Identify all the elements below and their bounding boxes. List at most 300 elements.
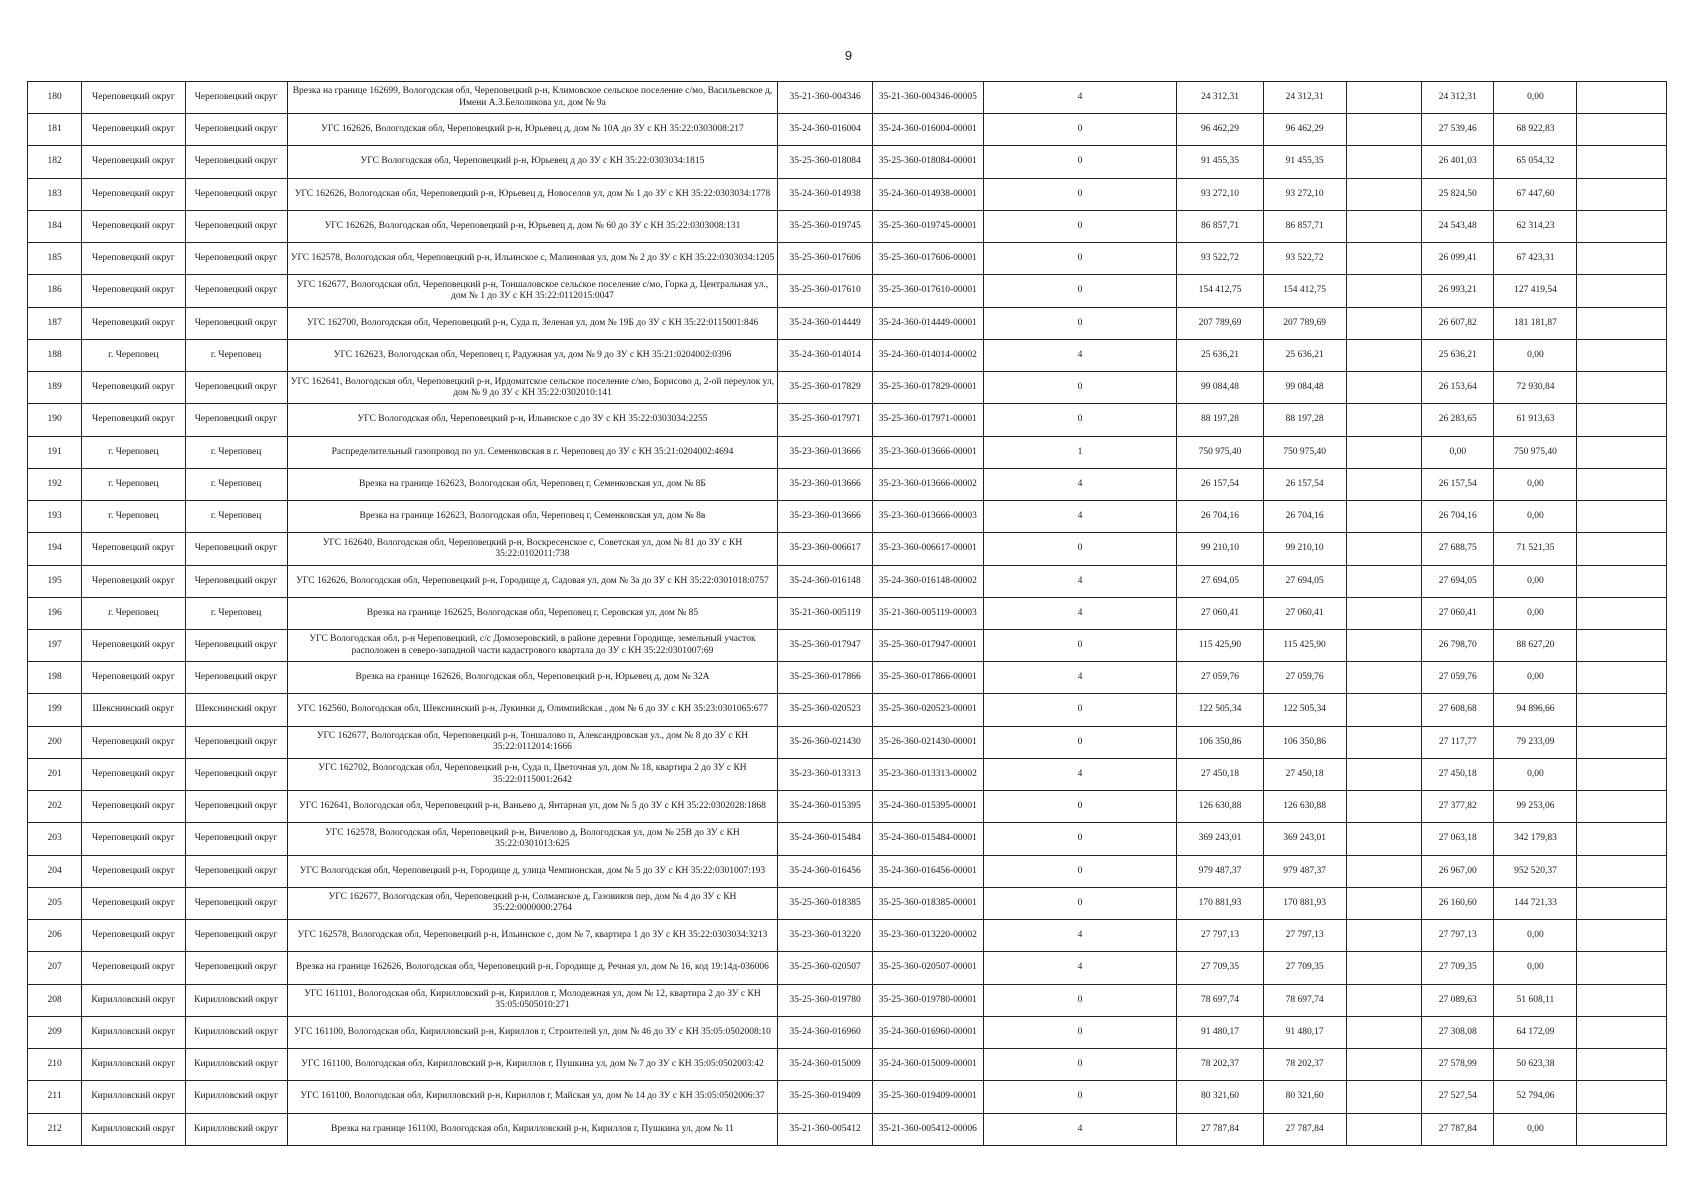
cell-application-number: 35-24-360-015009 [778, 1049, 873, 1081]
cell-district: Шекснинский округ [82, 694, 185, 726]
cell-object-description: УГС 162626, Вологодская обл, Череповецкий р-н, Юрьевец д, Новоселов ул, дом № 1 до ЗУ с КН 35:22:0303034:1778 [287, 178, 778, 210]
cell-category: 0 [983, 275, 1177, 307]
cell-cost-with-vat: 27 797,13 [1263, 920, 1346, 952]
cell-district: г. Череповец [82, 597, 185, 629]
cell-application-number: 35-24-360-014449 [778, 307, 873, 339]
cell-district: Кирилловский округ [82, 1081, 185, 1113]
cell-remaining-amount: 68 922,83 [1494, 114, 1577, 146]
cell-cost-with-vat: 78 697,74 [1263, 984, 1346, 1016]
cell-note [1577, 436, 1667, 468]
cell-object-description: УГС 162623, Вологодская обл, Череповец г, Радужная ул, дом № 9 до ЗУ с КН 35:21:0204002:0396 [287, 339, 778, 371]
cell-category: 0 [983, 694, 1177, 726]
cell-application-number: 35-24-360-016004 [778, 114, 873, 146]
cell-category: 4 [983, 952, 1177, 984]
cell-note [1577, 855, 1667, 887]
cell-cost-with-vat: 27 787,84 [1263, 1113, 1346, 1145]
cell-remaining-amount: 0,00 [1494, 565, 1577, 597]
table-row [28, 82, 1667, 114]
cell-district: Череповецкий округ [82, 146, 185, 178]
cell-object-description: Врезка на границе 162623, Вологодская обл, Череповец г, Семенковская ул, дом № 8в [287, 501, 778, 533]
cell-district: Череповецкий округ [82, 372, 185, 404]
cell-remaining-amount: 750 975,40 [1494, 436, 1577, 468]
cell-extra-column [1346, 339, 1422, 371]
cell-row-number: 206 [28, 920, 82, 952]
cell-extra-column [1346, 372, 1422, 404]
cell-cost-with-vat: 126 630,88 [1263, 791, 1346, 823]
cell-remaining-amount: 79 233,09 [1494, 726, 1577, 758]
cell-contract-number: 35-25-360-017971-00001 [873, 404, 984, 436]
cell-note [1577, 1049, 1667, 1081]
cell-cost-with-vat: 99 084,48 [1263, 372, 1346, 404]
cell-note [1577, 307, 1667, 339]
cell-paid-amount: 26 283,65 [1422, 404, 1494, 436]
cell-extra-column [1346, 952, 1422, 984]
cell-extra-column [1346, 791, 1422, 823]
cell-total-cost: 91 455,35 [1177, 146, 1263, 178]
cell-municipality: Череповецкий округ [185, 146, 287, 178]
cell-row-number: 200 [28, 726, 82, 758]
table-row [28, 791, 1667, 823]
cell-municipality: г. Череповец [185, 436, 287, 468]
table-row [28, 726, 1667, 758]
cell-paid-amount: 27 797,13 [1422, 920, 1494, 952]
table-row [28, 1081, 1667, 1113]
cell-paid-amount: 27 694,05 [1422, 565, 1494, 597]
cell-contract-number: 35-21-360-005119-00003 [873, 597, 984, 629]
cell-note [1577, 275, 1667, 307]
cell-extra-column [1346, 920, 1422, 952]
cell-note [1577, 952, 1667, 984]
cell-category: 4 [983, 501, 1177, 533]
cell-remaining-amount: 0,00 [1494, 501, 1577, 533]
cell-total-cost: 93 522,72 [1177, 243, 1263, 275]
cell-extra-column [1346, 1113, 1422, 1145]
cell-total-cost: 99 084,48 [1177, 372, 1263, 404]
cell-category: 4 [983, 662, 1177, 694]
cell-municipality: Череповецкий округ [185, 178, 287, 210]
cell-row-number: 184 [28, 210, 82, 242]
cell-row-number: 196 [28, 597, 82, 629]
cell-category: 4 [983, 920, 1177, 952]
cell-paid-amount: 25 824,50 [1422, 178, 1494, 210]
cell-remaining-amount: 61 913,63 [1494, 404, 1577, 436]
table-row [28, 468, 1667, 500]
cell-category: 0 [983, 178, 1177, 210]
cell-note [1577, 178, 1667, 210]
cell-contract-number: 35-24-360-014449-00001 [873, 307, 984, 339]
cell-municipality: Кирилловский округ [185, 984, 287, 1016]
cell-object-description: УГС 162626, Вологодская обл, Череповецкий р-н, Юрьевец д, дом № 60 до ЗУ с КН 35:22:0303008:131 [287, 210, 778, 242]
cell-cost-with-vat: 91 480,17 [1263, 1016, 1346, 1048]
cell-application-number: 35-25-360-017606 [778, 243, 873, 275]
cell-application-number: 35-25-360-017947 [778, 629, 873, 661]
table-row [28, 178, 1667, 210]
cell-remaining-amount: 952 520,37 [1494, 855, 1577, 887]
cell-category: 0 [983, 1016, 1177, 1048]
cell-category: 0 [983, 1081, 1177, 1113]
cell-paid-amount: 27 059,76 [1422, 662, 1494, 694]
cell-paid-amount: 26 153,64 [1422, 372, 1494, 404]
cell-district: г. Череповец [82, 468, 185, 500]
cell-remaining-amount: 0,00 [1494, 758, 1577, 790]
cell-district: Череповецкий округ [82, 629, 185, 661]
cell-municipality: Череповецкий округ [185, 952, 287, 984]
cell-total-cost: 27 694,05 [1177, 565, 1263, 597]
cell-contract-number: 35-25-360-017866-00001 [873, 662, 984, 694]
cell-paid-amount: 27 688,75 [1422, 533, 1494, 565]
cell-paid-amount: 26 798,70 [1422, 629, 1494, 661]
cell-cost-with-vat: 26 157,54 [1263, 468, 1346, 500]
cell-category: 0 [983, 243, 1177, 275]
cell-category: 0 [983, 533, 1177, 565]
cell-application-number: 35-25-360-020523 [778, 694, 873, 726]
cell-district: Череповецкий округ [82, 178, 185, 210]
table-row [28, 597, 1667, 629]
cell-contract-number: 35-25-360-019780-00001 [873, 984, 984, 1016]
cell-cost-with-vat: 88 197,28 [1263, 404, 1346, 436]
table-row [28, 662, 1667, 694]
cell-row-number: 186 [28, 275, 82, 307]
cell-total-cost: 93 272,10 [1177, 178, 1263, 210]
cell-extra-column [1346, 243, 1422, 275]
cell-note [1577, 1081, 1667, 1113]
cell-category: 0 [983, 726, 1177, 758]
cell-municipality: г. Череповец [185, 501, 287, 533]
cell-object-description: УГС 162677, Вологодская обл, Череповецкий р-н, Тоншалово п, Александровская ул., дом № 8 до ЗУ с КН 35:22:0112014:1666 [287, 726, 778, 758]
cell-category: 0 [983, 1049, 1177, 1081]
cell-paid-amount: 27 377,82 [1422, 791, 1494, 823]
cell-remaining-amount: 51 608,11 [1494, 984, 1577, 1016]
cell-municipality: Череповецкий округ [185, 887, 287, 919]
cell-row-number: 183 [28, 178, 82, 210]
cell-remaining-amount: 144 721,33 [1494, 887, 1577, 919]
cell-contract-number: 35-24-360-016148-00002 [873, 565, 984, 597]
cell-contract-number: 35-25-360-018084-00001 [873, 146, 984, 178]
cell-note [1577, 114, 1667, 146]
cell-remaining-amount: 0,00 [1494, 920, 1577, 952]
cell-category: 4 [983, 565, 1177, 597]
table-row [28, 823, 1667, 855]
cell-contract-number: 35-25-360-020507-00001 [873, 952, 984, 984]
cell-note [1577, 662, 1667, 694]
cell-extra-column [1346, 726, 1422, 758]
cell-row-number: 205 [28, 887, 82, 919]
cell-paid-amount: 26 607,82 [1422, 307, 1494, 339]
cell-object-description: УГС 162677, Вологодская обл, Череповецкий р-н, Солманское д, Газовиков пер, дом № 4 до ЗУ с КН 35:22:0000000:2764 [287, 887, 778, 919]
cell-district: Кирилловский округ [82, 984, 185, 1016]
cell-note [1577, 920, 1667, 952]
cell-category: 0 [983, 984, 1177, 1016]
table-row [28, 694, 1667, 726]
cell-contract-number: 35-26-360-021430-00001 [873, 726, 984, 758]
cell-extra-column [1346, 275, 1422, 307]
cell-remaining-amount: 342 179,83 [1494, 823, 1577, 855]
table-row [28, 565, 1667, 597]
table-row [28, 533, 1667, 565]
table-row [28, 501, 1667, 533]
cell-row-number: 209 [28, 1016, 82, 1048]
cell-category: 0 [983, 210, 1177, 242]
cell-object-description: Врезка на границе 162626, Вологодская обл, Череповецкий р-н, Городище д, Речная ул, дом № 16, код 19:14д-036006 [287, 952, 778, 984]
cell-row-number: 185 [28, 243, 82, 275]
cell-category: 4 [983, 82, 1177, 114]
cell-category: 0 [983, 791, 1177, 823]
cell-extra-column [1346, 1016, 1422, 1048]
cell-cost-with-vat: 154 412,75 [1263, 275, 1346, 307]
cell-cost-with-vat: 750 975,40 [1263, 436, 1346, 468]
cell-cost-with-vat: 27 694,05 [1263, 565, 1346, 597]
cell-remaining-amount: 0,00 [1494, 1113, 1577, 1145]
cell-note [1577, 726, 1667, 758]
cell-district: Череповецкий округ [82, 82, 185, 114]
cell-district: Череповецкий округ [82, 404, 185, 436]
cell-paid-amount: 27 608,68 [1422, 694, 1494, 726]
cell-application-number: 35-25-360-017610 [778, 275, 873, 307]
cell-application-number: 35-23-360-013666 [778, 468, 873, 500]
cell-cost-with-vat: 122 505,34 [1263, 694, 1346, 726]
cell-contract-number: 35-23-360-013220-00002 [873, 920, 984, 952]
table-row [28, 339, 1667, 371]
cell-row-number: 198 [28, 662, 82, 694]
cell-paid-amount: 27 308,08 [1422, 1016, 1494, 1048]
cell-cost-with-vat: 93 272,10 [1263, 178, 1346, 210]
cell-extra-column [1346, 307, 1422, 339]
cell-category: 1 [983, 436, 1177, 468]
cell-note [1577, 533, 1667, 565]
cell-extra-column [1346, 1081, 1422, 1113]
cell-total-cost: 25 636,21 [1177, 339, 1263, 371]
cell-paid-amount: 27 060,41 [1422, 597, 1494, 629]
table-row [28, 1016, 1667, 1048]
cell-paid-amount: 26 993,21 [1422, 275, 1494, 307]
table-row [28, 920, 1667, 952]
cell-cost-with-vat: 115 425,90 [1263, 629, 1346, 661]
cell-total-cost: 27 060,41 [1177, 597, 1263, 629]
cell-object-description: УГС Вологодская обл, Череповецкий р-н, Городище д, улица Чемпионская, дом № 5 до ЗУ с КН 35:22:0301007:193 [287, 855, 778, 887]
cell-paid-amount: 0,00 [1422, 436, 1494, 468]
table-row [28, 275, 1667, 307]
table-row [28, 984, 1667, 1016]
cell-object-description: УГС 162578, Вологодская обл, Череповецкий р-н, Вичелово д, Вологодская ул, дом № 25В до ЗУ с КН 35:22:0301013:625 [287, 823, 778, 855]
cell-total-cost: 170 881,93 [1177, 887, 1263, 919]
cell-category: 4 [983, 597, 1177, 629]
cell-paid-amount: 27 117,77 [1422, 726, 1494, 758]
cell-municipality: Череповецкий округ [185, 758, 287, 790]
cell-object-description: Распределительный газопровод по ул. Семенковская в г. Череповец до ЗУ с КН 35:21:0204002:4694 [287, 436, 778, 468]
cell-contract-number: 35-23-360-013313-00002 [873, 758, 984, 790]
cell-category: 0 [983, 307, 1177, 339]
cell-contract-number: 35-24-360-014938-00001 [873, 178, 984, 210]
cell-object-description: Врезка на границе 162623, Вологодская обл, Череповец г, Семенковская ул, дом № 8Б [287, 468, 778, 500]
cell-row-number: 211 [28, 1081, 82, 1113]
cell-contract-number: 35-25-360-020523-00001 [873, 694, 984, 726]
cell-extra-column [1346, 855, 1422, 887]
cell-paid-amount: 27 709,35 [1422, 952, 1494, 984]
cell-row-number: 180 [28, 82, 82, 114]
cell-municipality: Череповецкий округ [185, 533, 287, 565]
cell-contract-number: 35-24-360-014014-00002 [873, 339, 984, 371]
cell-contract-number: 35-21-360-004346-00005 [873, 82, 984, 114]
cell-extra-column [1346, 597, 1422, 629]
cell-object-description: Врезка на границе 162699, Вологодская обл, Череповецкий р-н, Климовское сельское поселение с/мо, Васильевское д, Имени А.З.Белоликова ул, дом № 9а [287, 82, 778, 114]
cell-remaining-amount: 62 314,23 [1494, 210, 1577, 242]
cell-application-number: 35-25-360-019745 [778, 210, 873, 242]
cell-extra-column [1346, 178, 1422, 210]
cell-contract-number: 35-24-360-016004-00001 [873, 114, 984, 146]
cell-row-number: 188 [28, 339, 82, 371]
cell-note [1577, 984, 1667, 1016]
cell-cost-with-vat: 170 881,93 [1263, 887, 1346, 919]
cell-application-number: 35-25-360-017971 [778, 404, 873, 436]
table-row [28, 372, 1667, 404]
cell-total-cost: 24 312,31 [1177, 82, 1263, 114]
table-row [28, 210, 1667, 242]
cell-total-cost: 207 789,69 [1177, 307, 1263, 339]
cell-contract-number: 35-25-360-019409-00001 [873, 1081, 984, 1113]
cell-municipality: Череповецкий округ [185, 307, 287, 339]
cell-municipality: г. Череповец [185, 468, 287, 500]
cell-district: Череповецкий округ [82, 952, 185, 984]
cell-contract-number: 35-25-360-017610-00001 [873, 275, 984, 307]
cell-note [1577, 629, 1667, 661]
cell-district: Череповецкий округ [82, 275, 185, 307]
cell-extra-column [1346, 82, 1422, 114]
cell-municipality: г. Череповец [185, 597, 287, 629]
cell-object-description: УГС 161100, Вологодская обл, Кирилловский р-н, Кириллов г, Строителей ул, дом № 46 до ЗУ с КН 35:05:0502008:10 [287, 1016, 778, 1048]
cell-paid-amount: 27 089,63 [1422, 984, 1494, 1016]
cell-row-number: 195 [28, 565, 82, 597]
table-row [28, 404, 1667, 436]
cell-contract-number: 35-24-360-015395-00001 [873, 791, 984, 823]
cell-district: Череповецкий округ [82, 533, 185, 565]
cell-row-number: 193 [28, 501, 82, 533]
table-row [28, 952, 1667, 984]
cell-application-number: 35-23-360-013666 [778, 436, 873, 468]
cell-paid-amount: 25 636,21 [1422, 339, 1494, 371]
cell-cost-with-vat: 207 789,69 [1263, 307, 1346, 339]
cell-contract-number: 35-21-360-005412-00006 [873, 1113, 984, 1145]
cell-row-number: 199 [28, 694, 82, 726]
cell-application-number: 35-25-360-019780 [778, 984, 873, 1016]
cell-row-number: 208 [28, 984, 82, 1016]
cell-remaining-amount: 50 623,38 [1494, 1049, 1577, 1081]
cell-cost-with-vat: 27 709,35 [1263, 952, 1346, 984]
cell-remaining-amount: 72 930,84 [1494, 372, 1577, 404]
cell-contract-number: 35-23-360-006617-00001 [873, 533, 984, 565]
cell-row-number: 182 [28, 146, 82, 178]
cell-extra-column [1346, 887, 1422, 919]
cell-extra-column [1346, 533, 1422, 565]
cell-total-cost: 126 630,88 [1177, 791, 1263, 823]
cell-municipality: Череповецкий округ [185, 920, 287, 952]
table-row [28, 307, 1667, 339]
cell-remaining-amount: 181 181,87 [1494, 307, 1577, 339]
cell-paid-amount: 27 787,84 [1422, 1113, 1494, 1145]
table-row [28, 887, 1667, 919]
table-row [28, 1113, 1667, 1145]
cell-cost-with-vat: 86 857,71 [1263, 210, 1346, 242]
cell-municipality: Череповецкий округ [185, 243, 287, 275]
cell-cost-with-vat: 27 450,18 [1263, 758, 1346, 790]
cell-contract-number: 35-23-360-013666-00001 [873, 436, 984, 468]
table-row [28, 629, 1667, 661]
cell-paid-amount: 26 401,03 [1422, 146, 1494, 178]
cell-cost-with-vat: 106 350,86 [1263, 726, 1346, 758]
cell-cost-with-vat: 27 059,76 [1263, 662, 1346, 694]
cell-object-description: УГС 162626, Вологодская обл, Череповецкий р-н, Городище д, Садовая ул, дом № 3а до ЗУ с КН 35:22:0301018:0757 [287, 565, 778, 597]
cell-category: 0 [983, 855, 1177, 887]
cell-district: Череповецкий округ [82, 791, 185, 823]
cell-object-description: УГС 162578, Вологодская обл, Череповецкий р-н, Ильинское с, дом № 7, квартира 1 до ЗУ с КН 35:22:0303034:3213 [287, 920, 778, 952]
cell-municipality: Череповецкий округ [185, 791, 287, 823]
cell-remaining-amount: 67 423,31 [1494, 243, 1577, 275]
cell-remaining-amount: 0,00 [1494, 662, 1577, 694]
cell-cost-with-vat: 80 321,60 [1263, 1081, 1346, 1113]
cell-total-cost: 96 462,29 [1177, 114, 1263, 146]
cell-row-number: 204 [28, 855, 82, 887]
cell-remaining-amount: 64 172,09 [1494, 1016, 1577, 1048]
cell-extra-column [1346, 1049, 1422, 1081]
cell-paid-amount: 27 450,18 [1422, 758, 1494, 790]
cell-cost-with-vat: 96 462,29 [1263, 114, 1346, 146]
cell-object-description: Врезка на границе 161100, Вологодская обл, Кирилловский р-н, Кириллов г, Пушкина ул, дом № 11 [287, 1113, 778, 1145]
cell-district: Череповецкий округ [82, 307, 185, 339]
cell-total-cost: 115 425,90 [1177, 629, 1263, 661]
cell-note [1577, 791, 1667, 823]
cell-paid-amount: 24 312,31 [1422, 82, 1494, 114]
cell-category: 0 [983, 823, 1177, 855]
cell-object-description: УГС Вологодская обл, Череповецкий р-н, Ильинское с до ЗУ с КН 35:22:0303034:2255 [287, 404, 778, 436]
cell-object-description: УГС 162640, Вологодская обл, Череповецкий р-н, Воскресенское с, Советская ул, дом № 81 до ЗУ с КН 35:22:0102011:738 [287, 533, 778, 565]
table-body [28, 82, 1667, 1146]
cell-application-number: 35-25-360-017829 [778, 372, 873, 404]
cell-district: г. Череповец [82, 339, 185, 371]
cell-municipality: Кирилловский округ [185, 1081, 287, 1113]
cell-paid-amount: 27 578,99 [1422, 1049, 1494, 1081]
cell-category: 4 [983, 468, 1177, 500]
registry-table [27, 81, 1667, 1146]
cell-application-number: 35-25-360-017866 [778, 662, 873, 694]
cell-municipality: Череповецкий округ [185, 662, 287, 694]
cell-category: 0 [983, 629, 1177, 661]
cell-application-number: 35-23-360-013313 [778, 758, 873, 790]
cell-object-description: УГС 162702, Вологодская обл, Череповецкий р-н, Суда п, Цветочная ул, дом № 18, квартира 2 до ЗУ с КН 35:22:0115001:2642 [287, 758, 778, 790]
cell-extra-column [1346, 210, 1422, 242]
cell-cost-with-vat: 979 487,37 [1263, 855, 1346, 887]
cell-object-description: УГС 162641, Вологодская обл, Череповецкий р-н, Ирдоматское сельское поселение с/мо, Борисово д, 2-ой переулок ул, дом № 9 до ЗУ с КН 35:22:0302010:141 [287, 372, 778, 404]
cell-note [1577, 404, 1667, 436]
cell-extra-column [1346, 146, 1422, 178]
cell-remaining-amount: 0,00 [1494, 339, 1577, 371]
cell-total-cost: 26 704,16 [1177, 501, 1263, 533]
cell-object-description: УГС Вологодская обл, Череповецкий р-н, Юрьевец д до ЗУ с КН 35:22:0303034:1815 [287, 146, 778, 178]
cell-district: Череповецкий округ [82, 565, 185, 597]
cell-remaining-amount: 127 419,54 [1494, 275, 1577, 307]
cell-municipality: Череповецкий округ [185, 629, 287, 661]
cell-cost-with-vat: 27 060,41 [1263, 597, 1346, 629]
cell-object-description: УГС Вологодская обл, р-н Череповецкий, с/с Домозеровский, в районе деревни Городище, земельный участок расположен в северо-западной части кадастрового квартала до ЗУ с КН 35:22:0301007:69 [287, 629, 778, 661]
cell-object-description: УГС 162578, Вологодская обл, Череповецкий р-н, Ильинское с, Малиновая ул, дом № 2 до ЗУ с КН 35:22:0303034:1205 [287, 243, 778, 275]
cell-cost-with-vat: 78 202,37 [1263, 1049, 1346, 1081]
cell-paid-amount: 27 063,18 [1422, 823, 1494, 855]
cell-category: 0 [983, 372, 1177, 404]
cell-cost-with-vat: 369 243,01 [1263, 823, 1346, 855]
cell-category: 0 [983, 404, 1177, 436]
cell-district: Череповецкий округ [82, 758, 185, 790]
cell-extra-column [1346, 436, 1422, 468]
cell-district: Череповецкий округ [82, 114, 185, 146]
cell-application-number: 35-24-360-014014 [778, 339, 873, 371]
